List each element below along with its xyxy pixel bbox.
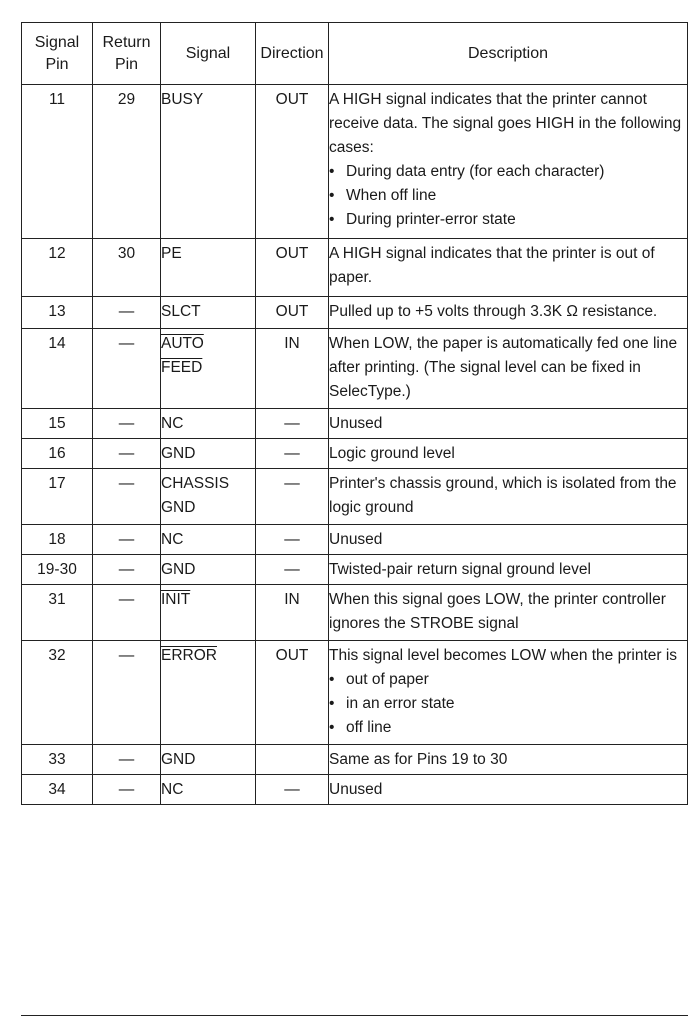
description-text: Unused <box>329 415 383 432</box>
description-text: A HIGH signal indicates that the printer is out of paper. <box>329 245 655 286</box>
table-row <box>22 409 688 439</box>
table-row <box>22 239 688 297</box>
signal-pin-cell: 33 <box>22 745 93 775</box>
signal-cell <box>161 525 256 555</box>
direction-cell: IN <box>256 585 329 641</box>
direction-cell: — <box>256 469 329 525</box>
signal-cell <box>161 469 256 525</box>
signal-name: AUTO <box>161 335 204 352</box>
return-pin-cell: — <box>93 439 161 469</box>
header-signal-pin: Signal Pin <box>22 23 93 85</box>
table-body <box>22 85 688 805</box>
description-cell <box>329 85 688 239</box>
direction-cell: OUT <box>256 85 329 239</box>
description-cell <box>329 239 688 297</box>
signal-name: NC <box>161 415 184 432</box>
return-pin-cell: — <box>93 329 161 409</box>
condition-list <box>329 160 687 232</box>
return-pin-cell: — <box>93 297 161 329</box>
return-pin-cell: — <box>93 585 161 641</box>
condition-item: • When off line <box>329 184 687 208</box>
description-text: A HIGH signal indicates that the printer cannot receive data. The signal goes HIGH in the following cases: <box>329 91 682 156</box>
return-pin-cell: — <box>93 775 161 805</box>
description-cell <box>329 469 688 525</box>
signal-pin-cell: 12 <box>22 239 93 297</box>
header-row <box>22 23 688 85</box>
signal-name-line2: GND <box>161 499 196 516</box>
signal-name: GND <box>161 561 196 578</box>
signal-name: INIT <box>161 591 191 608</box>
signal-name: SLCT <box>161 303 201 320</box>
description-cell <box>329 775 688 805</box>
signal-name: GND <box>161 751 196 768</box>
table-row <box>22 641 688 745</box>
description-cell <box>329 641 688 745</box>
signal-pin-cell: 15 <box>22 409 93 439</box>
description-text: Logic ground level <box>329 445 455 462</box>
return-pin-cell: — <box>93 641 161 745</box>
description-text: Pulled up to +5 volts through 3.3K Ω resistance. <box>329 303 658 320</box>
description-text: When LOW, the paper is automatically fed one line after printing. (The signal level can be fixed in SelecType.) <box>329 335 678 400</box>
direction-cell: OUT <box>256 297 329 329</box>
return-pin-cell: — <box>93 555 161 585</box>
signal-pin-cell: 34 <box>22 775 93 805</box>
signal-cell <box>161 775 256 805</box>
table-row <box>22 745 688 775</box>
signal-name: PE <box>161 245 182 262</box>
return-pin-cell: — <box>93 469 161 525</box>
header-return-pin: Return Pin <box>93 23 161 85</box>
description-cell <box>329 745 688 775</box>
signal-name: BUSY <box>161 91 204 108</box>
return-pin-cell: 30 <box>93 239 161 297</box>
header-direction: Direction <box>256 23 329 85</box>
signal-name-line2: FEED <box>161 359 203 376</box>
signal-name: NC <box>161 531 184 548</box>
signal-name: ERROR <box>161 647 217 664</box>
description-text: Unused <box>329 781 383 798</box>
signal-pin-cell: 14 <box>22 329 93 409</box>
direction-cell: OUT <box>256 239 329 297</box>
direction-cell: — <box>256 409 329 439</box>
signal-cell <box>161 439 256 469</box>
signal-pin-cell: 13 <box>22 297 93 329</box>
table-row <box>22 329 688 409</box>
description-cell <box>329 409 688 439</box>
return-pin-cell: 29 <box>93 85 161 239</box>
table-row <box>22 439 688 469</box>
table-row <box>22 85 688 239</box>
signal-pin-cell: 18 <box>22 525 93 555</box>
direction-cell: — <box>256 439 329 469</box>
signal-name: GND <box>161 445 196 462</box>
signal-pin-cell: 16 <box>22 439 93 469</box>
table-row <box>22 525 688 555</box>
direction-cell: IN <box>256 329 329 409</box>
direction-cell <box>256 745 329 775</box>
table-header <box>22 23 688 85</box>
description-text: This signal level becomes LOW when the printer is <box>329 647 678 664</box>
condition-item: • out of paper <box>329 668 687 692</box>
direction-cell: — <box>256 525 329 555</box>
pin-assignment-table <box>21 22 688 805</box>
description-text: Twisted-pair return signal ground level <box>329 561 591 578</box>
condition-item: • off line <box>329 716 687 740</box>
signal-cell <box>161 555 256 585</box>
description-cell <box>329 555 688 585</box>
condition-list <box>329 668 687 740</box>
description-text: Same as for Pins 19 to 30 <box>329 751 508 768</box>
table-row <box>22 469 688 525</box>
condition-item: • in an error state <box>329 692 687 716</box>
return-pin-cell: — <box>93 745 161 775</box>
signal-cell <box>161 297 256 329</box>
direction-cell: — <box>256 555 329 585</box>
signal-cell <box>161 329 256 409</box>
header-signal: Signal <box>161 23 256 85</box>
signal-cell <box>161 239 256 297</box>
signal-pin-cell: 31 <box>22 585 93 641</box>
signal-cell <box>161 409 256 439</box>
table-row <box>22 585 688 641</box>
description-text: When this signal goes LOW, the printer controller ignores the STROBE signal <box>329 591 666 632</box>
signal-name: NC <box>161 781 184 798</box>
description-cell <box>329 585 688 641</box>
direction-cell: OUT <box>256 641 329 745</box>
footer-rule <box>21 1015 688 1016</box>
condition-item: • During printer-error state <box>329 208 687 232</box>
description-cell <box>329 329 688 409</box>
description-text: Printer's chassis ground, which is isolated from the logic ground <box>329 475 677 516</box>
return-pin-cell: — <box>93 525 161 555</box>
signal-pin-cell: 19-30 <box>22 555 93 585</box>
signal-cell <box>161 585 256 641</box>
signal-cell <box>161 641 256 745</box>
direction-cell: — <box>256 775 329 805</box>
signal-cell <box>161 85 256 239</box>
description-cell <box>329 439 688 469</box>
description-cell <box>329 525 688 555</box>
description-text: Unused <box>329 531 383 548</box>
signal-cell <box>161 745 256 775</box>
header-description: Description <box>329 23 688 85</box>
table-row <box>22 775 688 805</box>
table-row <box>22 555 688 585</box>
description-cell <box>329 297 688 329</box>
condition-item: • During data entry (for each character) <box>329 160 687 184</box>
signal-pin-cell: 11 <box>22 85 93 239</box>
return-pin-cell: — <box>93 409 161 439</box>
signal-pin-cell: 32 <box>22 641 93 745</box>
signal-pin-cell: 17 <box>22 469 93 525</box>
signal-name: CHASSIS <box>161 475 230 492</box>
table-row <box>22 297 688 329</box>
